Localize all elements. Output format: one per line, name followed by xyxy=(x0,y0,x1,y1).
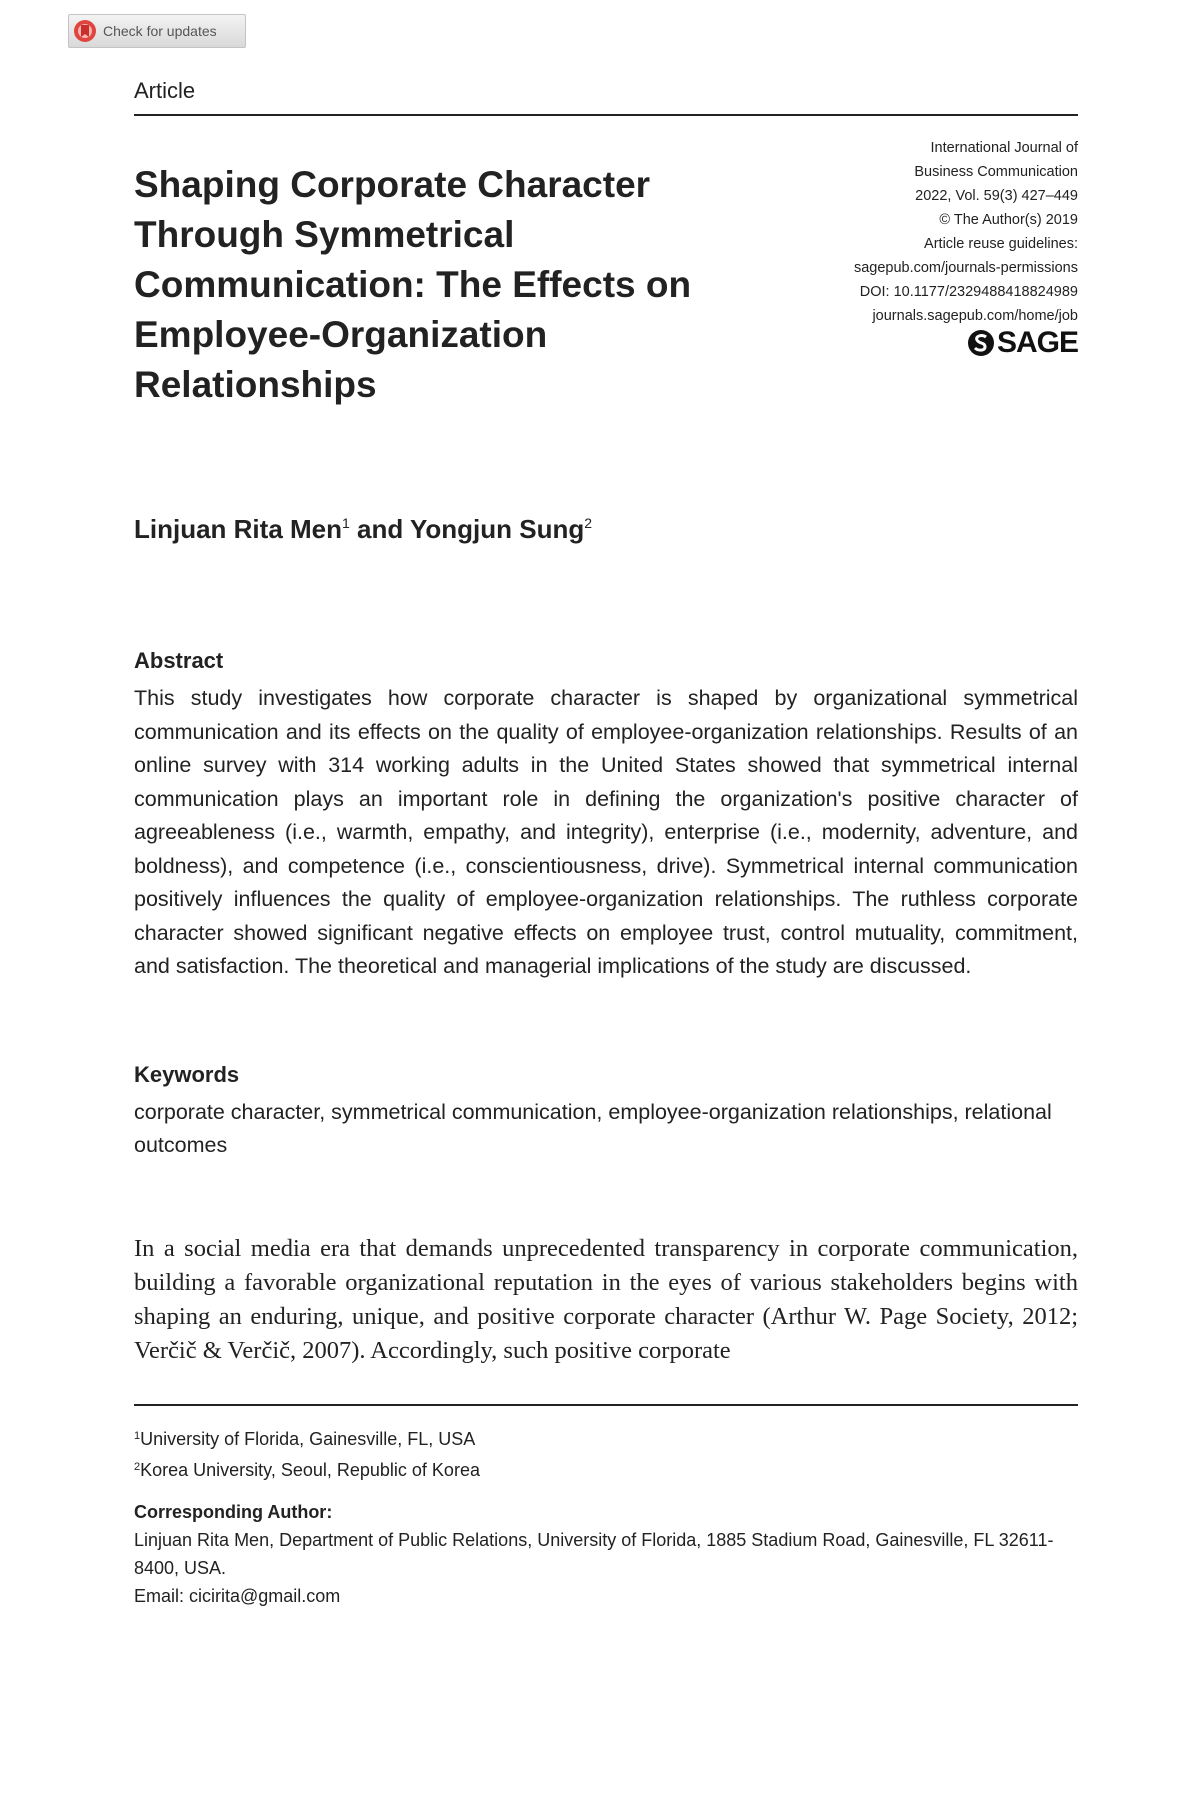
authors xyxy=(134,514,592,545)
sage-logo-icon xyxy=(967,329,995,357)
doi-link[interactable]: DOI: 10.1177/2329488418824989 xyxy=(859,284,1078,300)
author-2-affiliation-marker: 2 xyxy=(584,515,593,531)
check-for-updates-label: Check for updates xyxy=(103,23,217,39)
sage-logo-text: SAGE xyxy=(996,326,1078,359)
journal-info xyxy=(778,136,1078,328)
keywords-heading: Keywords xyxy=(134,1062,240,1087)
affiliation-2 xyxy=(134,1453,1078,1484)
footnotes xyxy=(134,1422,1078,1610)
author-1: Linjuan Rita Men xyxy=(134,514,342,544)
copyright: © The Author(s) 2019 xyxy=(939,212,1078,228)
abstract-text: This study investigates how corporate character is shaped by organizational symmetrical communication and its effects on the quality of employee-organization relationships. Results of an online survey with 314 working adults in the United States showed that symmetrical internal communication plays an important role in defining the organization's positive character of agreeableness (i.e., warmth, empathy, and integrity), enterprise (i.e., modernity, adventure, and boldness), and competence (i.e., conscientiousness, drive). Symmetrical internal communication positively influences the quality of employee-organization relationships. The ruthless corporate character showed significant negative effects on employee trust, control mutuality, commitment, and satisfaction. The theoretical and managerial implications of the study are discussed. xyxy=(134,686,1078,978)
header-divider xyxy=(134,114,1078,116)
article-title: Shaping Corporate Character Through Symmetrical Communication: The Effects on Employee-Organization Relationships xyxy=(134,164,692,405)
affiliation-1-marker: 1 xyxy=(134,1430,141,1442)
sage-logo xyxy=(967,326,1078,360)
affiliation-1-text: University of Florida, Gainesville, FL, USA xyxy=(140,1429,476,1449)
author-conjunction: and xyxy=(349,514,410,544)
affiliation-1 xyxy=(134,1422,1078,1453)
keywords-text: corporate character, symmetrical communication, employee-organization relationships, relational outcomes xyxy=(134,1100,1052,1157)
affiliation-2-marker: 2 xyxy=(134,1461,141,1473)
permissions-link[interactable]: sagepub.com/journals-permissions xyxy=(853,260,1078,276)
journal-home-link[interactable]: journals.sagepub.com/home/job xyxy=(872,308,1078,324)
corresponding-author-email[interactable]: Email: cicirita@gmail.com xyxy=(134,1586,341,1606)
affiliation-2-text: Korea University, Seoul, Republic of Korea xyxy=(140,1460,480,1480)
article-type-label: Article xyxy=(134,78,196,103)
author-1-affiliation-marker: 1 xyxy=(342,515,350,531)
footnote-divider xyxy=(134,1404,1078,1406)
abstract-heading: Abstract xyxy=(134,648,224,673)
journal-volume: 2022, Vol. 59(3) 427–449 xyxy=(915,188,1078,204)
corresponding-author-heading: Corresponding Author: xyxy=(134,1502,333,1522)
check-for-updates-icon xyxy=(73,19,97,43)
reuse-guidelines-label: Article reuse guidelines: xyxy=(924,236,1078,252)
check-for-updates-button[interactable] xyxy=(68,14,246,48)
corresponding-author-address: Linjuan Rita Men, Department of Public Relations, University of Florida, 1885 Stadium Road, Gainesville, FL 32611-8400, USA. xyxy=(134,1530,1054,1578)
author-2: Yongjun Sung xyxy=(410,514,585,544)
journal-name-line-1: International Journal of xyxy=(930,140,1078,156)
journal-name-line-2: Business Communication xyxy=(914,164,1078,180)
body-paragraph: In a social media era that demands unprecedented transparency in corporate communication, building a favorable organizational reputation in the eyes of various stakeholders begins with shaping an enduring, unique, and positive corporate character (Arthur W. Page Society, 2012; Verčič & Verčič, 2007). Accordingly, such positive corporate xyxy=(134,1235,1078,1364)
